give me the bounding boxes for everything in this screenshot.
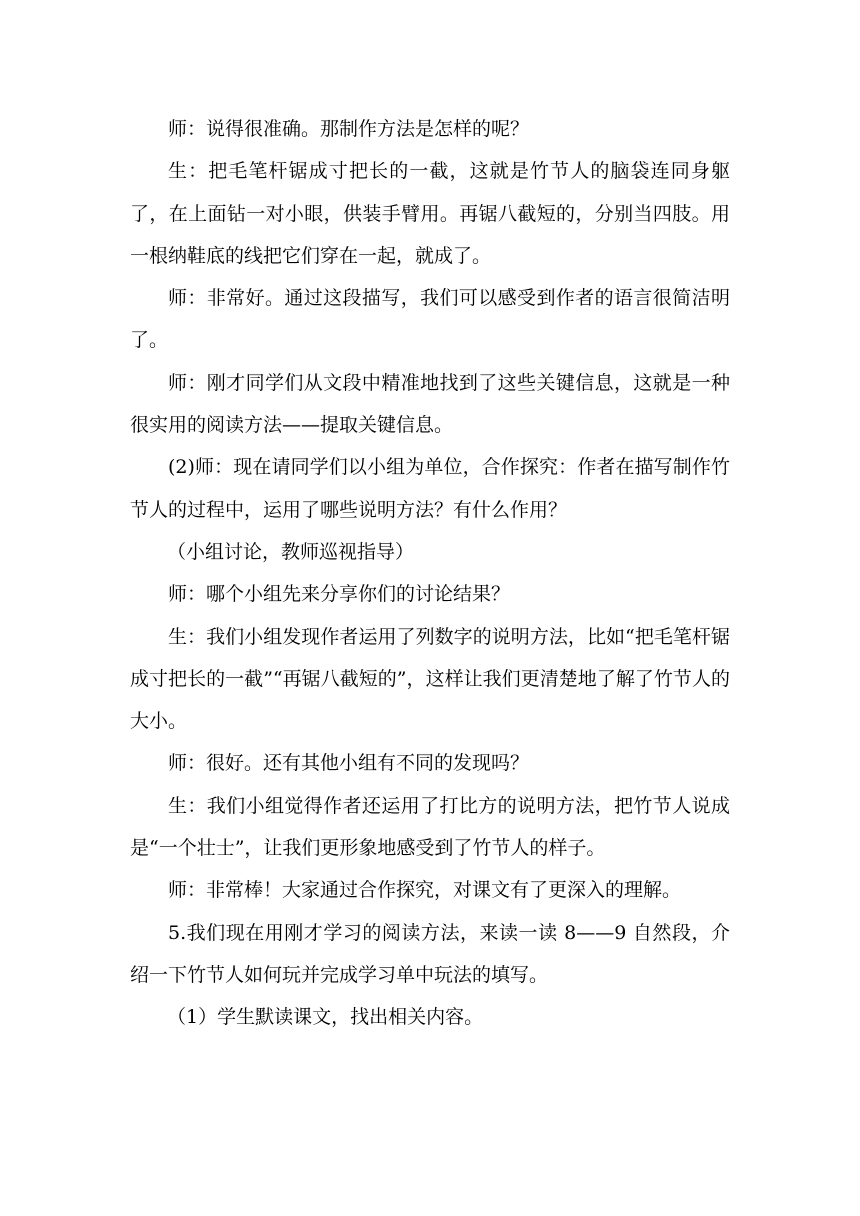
- paragraph: 师：说得很准确。那制作方法是怎样的呢？: [168, 118, 530, 140]
- document-body: [130, 108, 730, 1039]
- paragraph: （小组讨论，教师巡视指导）: [167, 540, 415, 563]
- paragraph: 5.我们现在用刚才学习的阅读方法，来读一读 8——9 自然段，介绍一下竹节人如何玩并完成学习单中玩法的填写。: [130, 921, 730, 986]
- paragraph: 师：哪个小组先来分享你们的讨论结果？: [168, 583, 511, 606]
- paragraph: (2)师：现在请同学们以小组为单位，合作探究：作者在描写制作竹节人的过程中，运用了哪些说明方法？有什么作用？: [130, 456, 730, 521]
- paragraph: 师：非常好。通过这段描写，我们可以感受到作者的语言很简洁明了。: [130, 287, 730, 352]
- paragraph: 生：把毛笔杆锯成寸把长的一截，这就是竹节人的脑袋连同身躯了，在上面钻一对小眼，供装手臂用。再锯八截短的，分别当四肢。用一根纳鞋底的线把它们穿在一起，就成了。: [130, 160, 730, 267]
- paragraph: 师：非常棒！大家通过合作探究，对课文有了更深入的理解。: [168, 879, 682, 902]
- paragraph: 师：刚才同学们从文段中精准地找到了这些关键信息，这就是一种很实用的阅读方法——提取关键信息。: [130, 371, 730, 437]
- paragraph: 师：很好。还有其他小组有不同的发现吗？: [168, 752, 530, 775]
- paragraph: 生：我们小组觉得作者还运用了打比方的说明方法，把竹节人说成是“一个壮士”，让我们更形象地感受到了竹节人的样子。: [130, 794, 730, 860]
- paragraph: 生：我们小组发现作者运用了列数字的说明方法，比如“把毛笔杆锯成寸把长的一截”“再锯八截短的”，这样让我们更清楚地了解了竹节人的大小。: [130, 625, 730, 733]
- paragraph: （1）学生默读课文，找出相关内容。: [167, 1006, 484, 1029]
